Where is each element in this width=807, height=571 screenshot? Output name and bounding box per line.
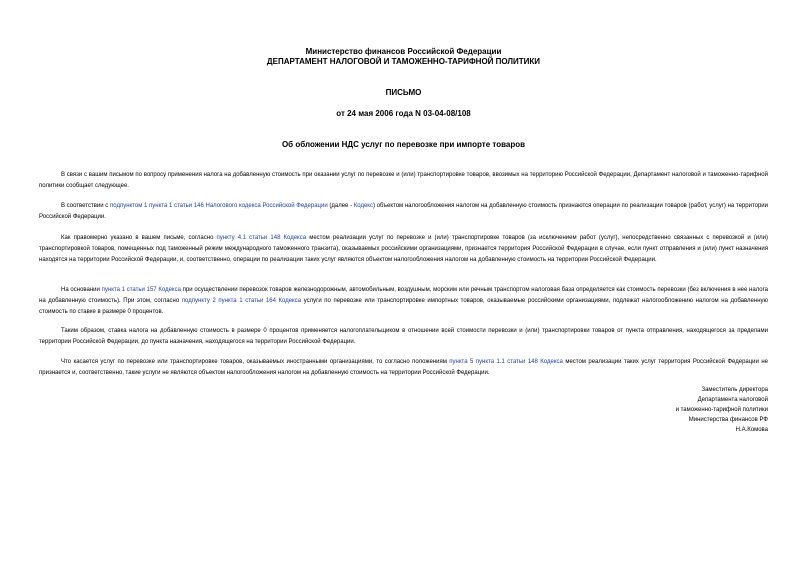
paragraph-3 [39,233,768,266]
paragraph-text: Что касается услуг по перевозке или транспортировке товаров, оказываемых иностранными организациями, то согласно положениям [61,359,450,365]
link-article-148-point-4-1[interactable]: пункту 4.1 статьи 148 Кодекса [216,235,307,241]
paragraph-text: В соответствии с [61,203,110,209]
signature-block [676,385,768,435]
signature-name: Н.А.Комова [735,427,768,433]
paragraph-6 [39,357,768,379]
signature-department: Департамента налоговой [697,397,768,403]
paragraph-text: (далее - [327,203,354,209]
paragraph-2 [39,201,768,223]
paragraph-4 [39,285,768,318]
department-name: ДЕПАРТАМЕНТ НАЛОГОВОЙ И ТАМОЖЕННО-ТАРИФНОЙ ПОЛИТИКИ [266,57,541,66]
paragraph-text: местом реализации услуг по перевозке и (или) транспортировке товаров (за исключением работ (услуг), непосредственно связанных с перевозкой и (или) транспортировкой товаров, помещенных под таможенный режим международного таможенного транзита), оказываемых российскими организациями, признается территория Российской Федерации в случае, если пункт отправления и (или) пункт назначения находятся на территории Российской Федерации, и, соответственно, операции по реализации таких услуг являются объектом налогообложения налогом на добавленную стоимость на территории Российской Федерации. [39,235,769,263]
paragraph-text: ) объектом налогообложения налогом на добавленную стоимость признаются операции по реализации товаров (работ, услуг) на территории Российской Федерации. [39,203,769,220]
paragraph-1: В связи с вашим письмом по вопросу применения налога на добавленную стоимость при оказании услуг по перевозке и (или) транспортировке товаров, ввозимых на территорию Российской Федерации, Департамент налоговой и таможенно-тарифной политики сообщает следующее. [39,172,768,189]
link-article-164-subpoint-2[interactable]: подпункту 2 пункта 1 статьи 164 Кодекса [181,298,302,304]
paragraph-text: На основании [61,287,102,293]
link-article-148-point-1-1[interactable]: пункта 5 пункта 1.1 статьи 148 Кодекса [449,359,563,365]
paragraph-text: услуги по перевозке или транспортировке импортных товаров, оказываемые российскими организациями, подлежат налогообложению налогом на добавленную стоимость по ставке в размере 0 процентов. [39,298,769,315]
document-type: ПИСЬМО [385,88,422,97]
signature-position: Заместитель директора [701,387,768,393]
link-article-157-point-1[interactable]: пункта 1 статьи 157 Кодекса [101,287,181,293]
signature-department-cont: и таможенно-тарифной политики [675,407,768,413]
ministry-name: Министерство финансов Российской Федерации [305,47,502,56]
document-subject: Об обложении НДС услуг по перевозке при импорте товаров [281,140,526,149]
paragraph-text: при осуществлении перевозок товаров железнодорожным, автомобильным, воздушным, морским или речным транспортом налоговая база определяется как стоимость перевозки (без включения в нее налога на добавленную стоимость). При этом, согласно [39,287,769,304]
paragraph-text: Как правомерно указано в вашем письме, согласно [61,235,217,241]
link-tax-code[interactable]: Кодекс [353,203,373,209]
paragraph-5: Таким образом, ставка налога на добавленную стоимость в размере 0 процентов применяется налогоплательщиком в отношении всей стоимости перевозки и (или) транспортировки товаров от пункта отправления, находящегося за пределами территории Российской Федерации, до пункта назначения, находящегося на территории Российской Федерации. [39,328,768,345]
link-tax-code-article-146[interactable]: подпунктом 1 пункта 1 статьи 146 Налогового кодекса Российской Федерации [109,203,328,209]
paragraph-text: местом реализации таких услуг территория Российской Федерации не признается и, соответственно, такие услуги не являются объектом налогообложения налогом на добавленную стоимость на территории Российской Федерации. [39,359,768,376]
document-number: от 24 мая 2006 года N 03-04-08/108 [336,109,471,118]
signature-ministry: Министерства финансов РФ [688,417,768,423]
